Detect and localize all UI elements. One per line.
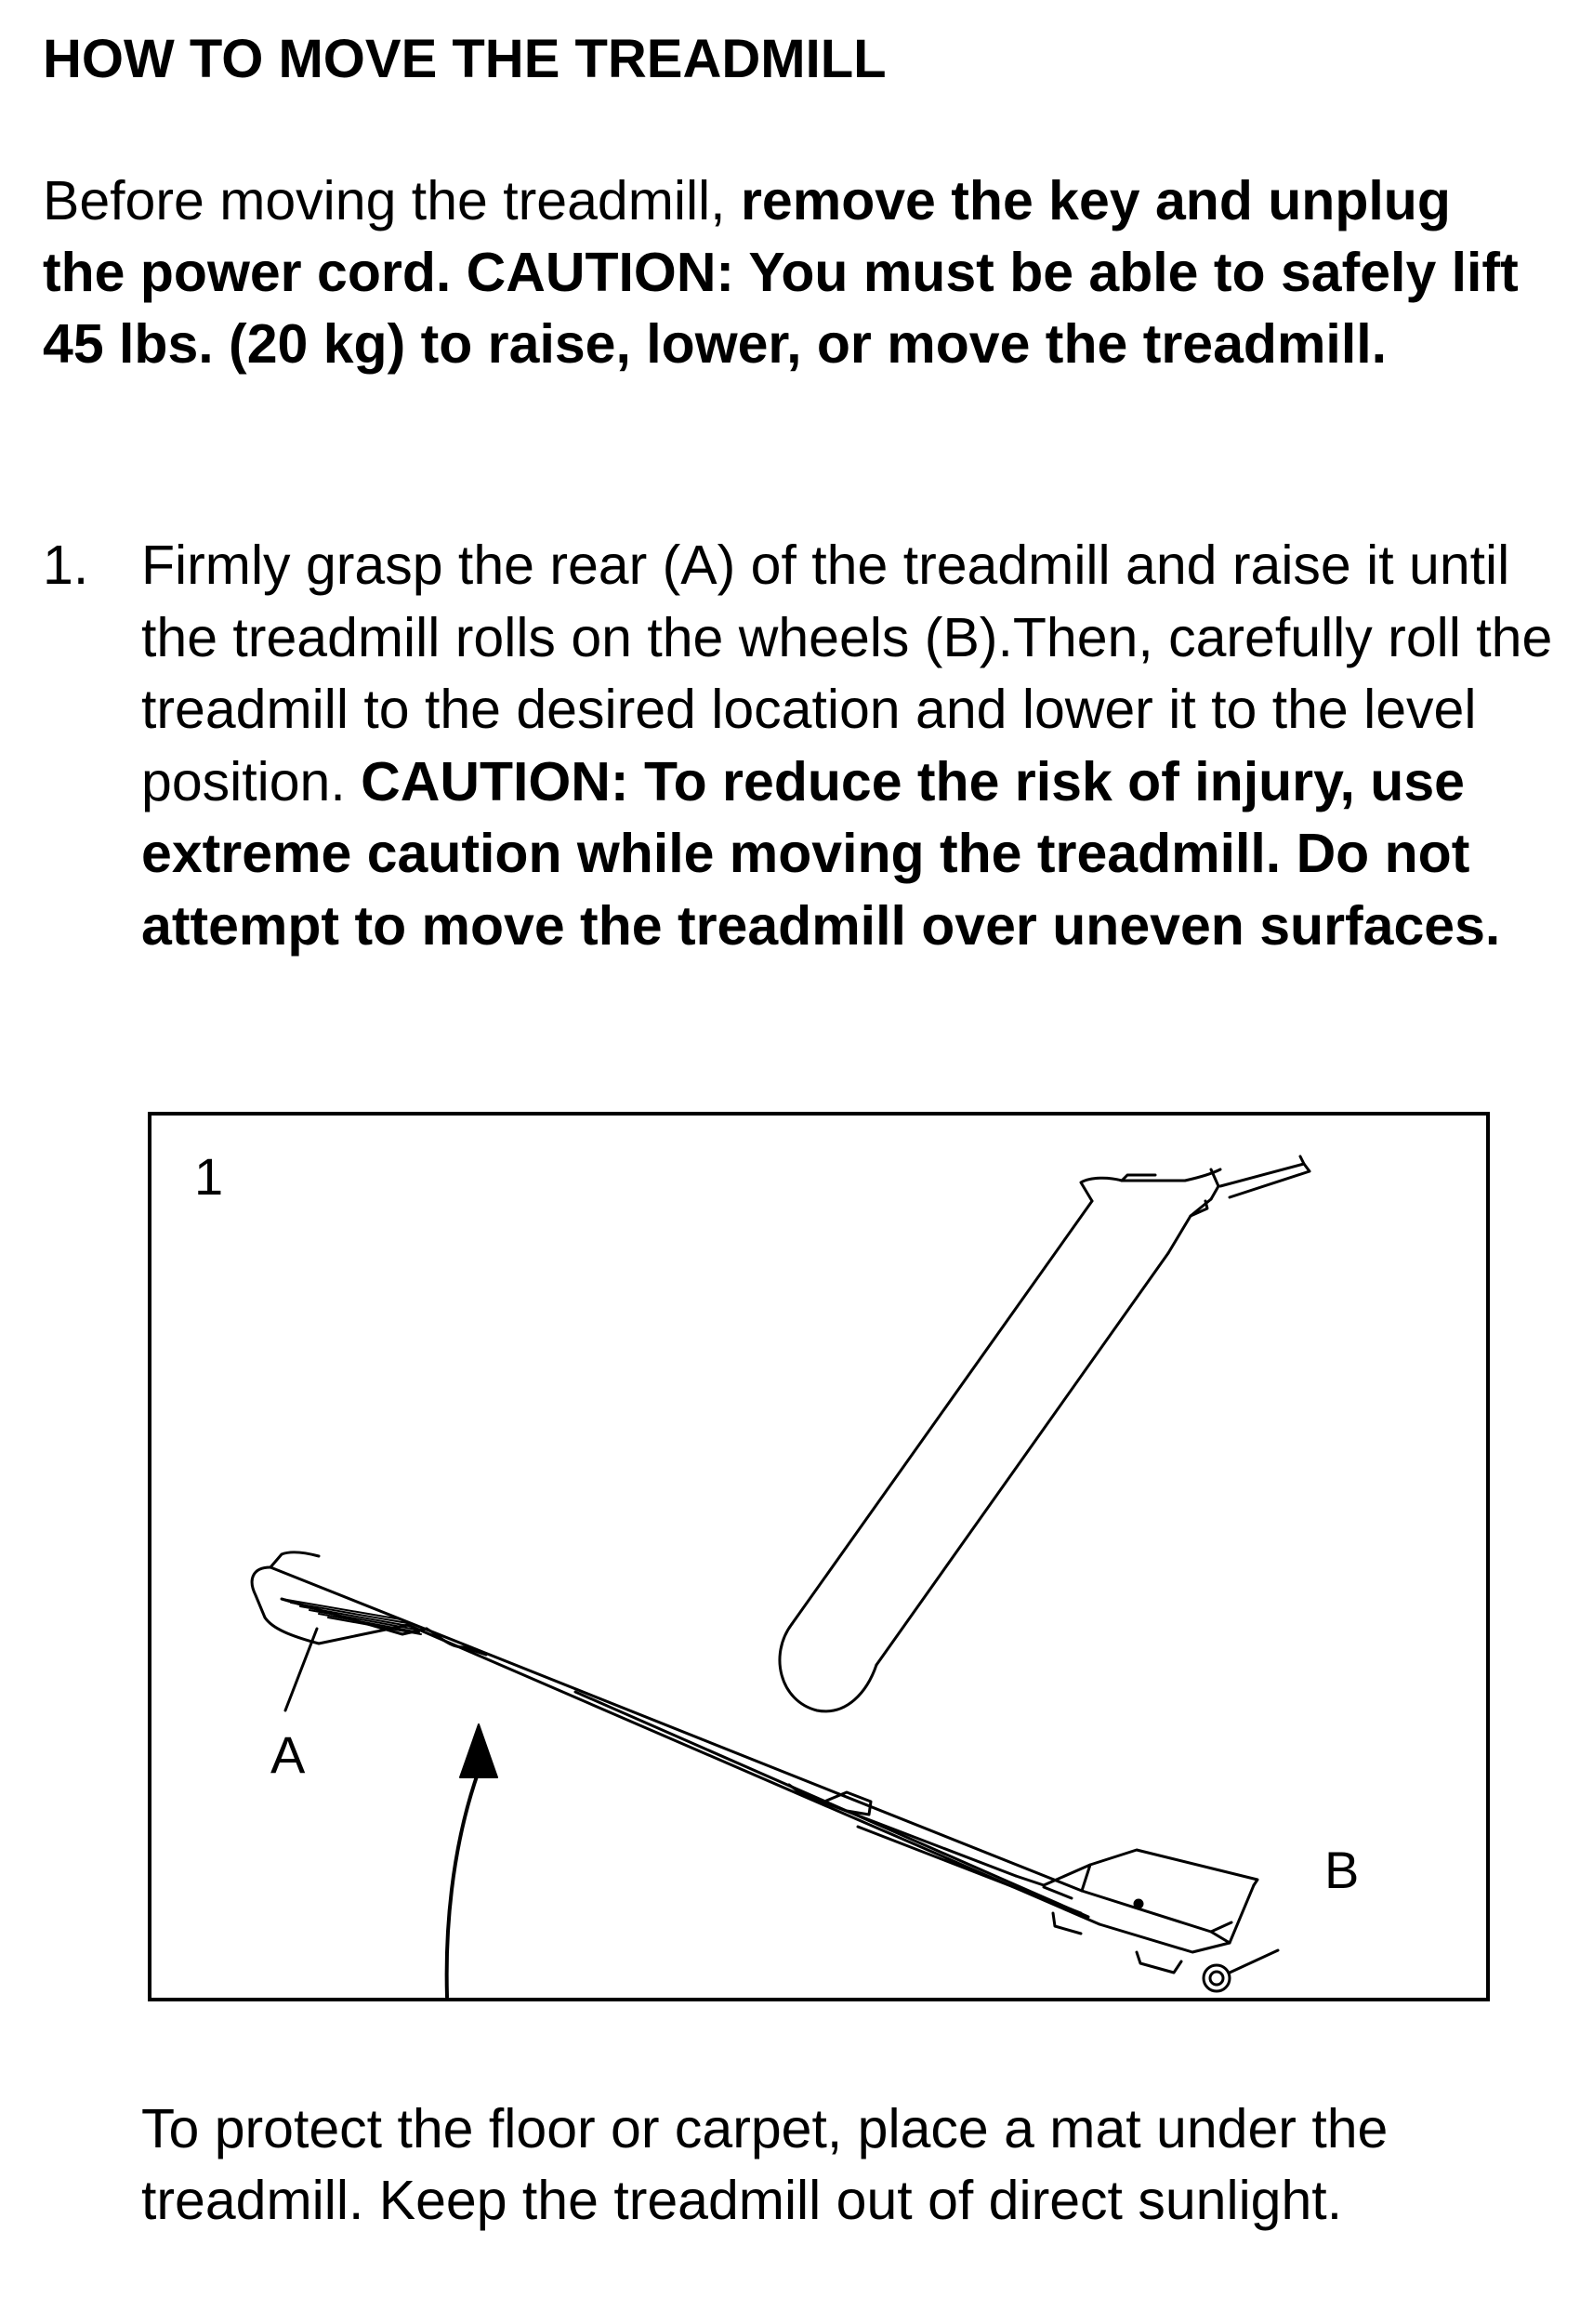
step-caution-text: CAUTION: To reduce the risk of injury, use extreme caution while moving the treadmill. Do not attempt to move the treadmill over uneven surfaces. xyxy=(141,750,1501,957)
step-normal-text: Firmly grasp the rear (A) of the treadmill and raise it until the treadmill rolls on the wheels (B).Then, carefully roll the treadmill to the desired location and lower it to the level position. xyxy=(141,535,1553,812)
callout-label-b: B xyxy=(1324,1841,1360,1899)
intro-normal-text: Before moving the treadmill, xyxy=(43,170,741,231)
wheel-b xyxy=(1204,1965,1230,1991)
intro-caution-text: remove the key and unplug the power cord. CAUTION: You must be able to safely lift 45 lbs. (20 kg) to raise, lower, or move the treadmill. xyxy=(43,170,1519,375)
figure-number: 1 xyxy=(194,1147,224,1206)
rear-end-cap xyxy=(252,1567,408,1644)
leader-line-a xyxy=(285,1629,317,1710)
intro-paragraph xyxy=(43,165,1530,380)
callout-label-a: A xyxy=(270,1725,306,1784)
closing-paragraph: To protect the floor or carpet, place a mat under the treadmill. Keep the treadmill out of direct sunlight. xyxy=(141,2098,1389,2231)
figure-1 xyxy=(148,1112,1490,2001)
lift-arrow-shaft xyxy=(447,1771,479,1997)
upright-post-right xyxy=(876,1253,1168,1665)
step-text xyxy=(141,530,1554,962)
treadmill-illustration xyxy=(151,1116,1486,1998)
leader-line-b xyxy=(1230,1950,1278,1973)
lift-arrow-head xyxy=(460,1724,497,1777)
upright-post-left xyxy=(792,1201,1092,1624)
motor-housing xyxy=(1211,1885,1254,1943)
section-title: HOW TO MOVE THE TREADMILL xyxy=(43,29,887,89)
deck-top-edge xyxy=(270,1567,1082,1891)
step-number: 1. xyxy=(43,535,89,596)
